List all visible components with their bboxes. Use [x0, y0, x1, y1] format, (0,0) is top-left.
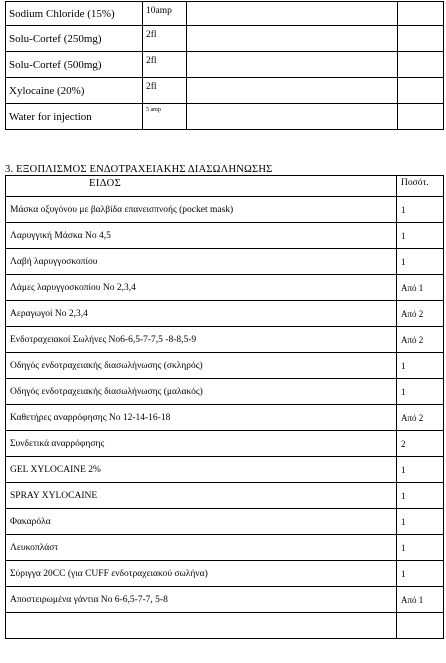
empty-cell: [187, 52, 398, 78]
empty-cell: [6, 613, 397, 639]
table-row: [6, 2, 444, 26]
equipment-table: [5, 175, 444, 639]
equipment-item: Λαβή λαρυγγοσκοπίου: [6, 249, 397, 275]
column-header-amount: Ποσότ.: [397, 176, 444, 197]
equipment-amount: 1: [397, 457, 444, 483]
table-row: [6, 275, 444, 301]
medication-name: Solu-Cortef (250mg): [6, 26, 143, 52]
medication-quantity: 2fl: [143, 52, 187, 78]
equipment-amount: 1: [397, 379, 444, 405]
empty-cell: [187, 104, 398, 130]
table-row: [6, 26, 444, 52]
table-row: [6, 301, 444, 327]
table-row: [6, 78, 444, 104]
table-row: [6, 223, 444, 249]
empty-cell: [398, 2, 444, 26]
equipment-amount: Από 1: [397, 275, 444, 301]
empty-cell: [187, 78, 398, 104]
medication-name: Solu-Cortef (500mg): [6, 52, 143, 78]
table-row: [6, 509, 444, 535]
equipment-amount: Από 2: [397, 405, 444, 431]
equipment-amount: 1: [397, 197, 444, 223]
table-row: [6, 405, 444, 431]
medication-quantity: 5 amp: [143, 104, 187, 130]
empty-cell: [398, 52, 444, 78]
equipment-item: Οδηγός ενδοτραχειακής διασωλήνωσης (μαλακός): [6, 379, 397, 405]
table-row: [6, 431, 444, 457]
table-row: [6, 104, 444, 130]
equipment-amount: 2: [397, 431, 444, 457]
equipment-item: Ενδοτραχειακοί Σωλήνες Νο6-6,5-7-7,5 -8-8,5-9: [6, 327, 397, 353]
equipment-amount: 1: [397, 223, 444, 249]
table-row: [6, 483, 444, 509]
equipment-amount: 1: [397, 561, 444, 587]
equipment-item: Αεραγωγοί Νο 2,3,4: [6, 301, 397, 327]
table-row: [6, 327, 444, 353]
equipment-item: Λευκοπλάστ: [6, 535, 397, 561]
equipment-amount: Από 2: [397, 301, 444, 327]
empty-cell: [398, 26, 444, 52]
equipment-amount: 1: [397, 509, 444, 535]
table-row: [6, 457, 444, 483]
equipment-item: Συνδετικά αναρρόφησης: [6, 431, 397, 457]
medication-quantity: 2fl: [143, 78, 187, 104]
empty-cell: [398, 104, 444, 130]
table-row: [6, 561, 444, 587]
equipment-item: Μάσκα οξυγόνου με βαλβίδα επανεισπνοής (pocket mask): [6, 197, 397, 223]
table-row: [6, 353, 444, 379]
equipment-item: Φακαρόλα: [6, 509, 397, 535]
equipment-amount: 1: [397, 535, 444, 561]
empty-cell: [187, 26, 398, 52]
table-row: [6, 52, 444, 78]
empty-cell: [398, 78, 444, 104]
medication-name: Xylocaine (20%): [6, 78, 143, 104]
table-header-row: [6, 176, 444, 197]
medication-table: [5, 1, 444, 130]
equipment-item: Αποστειρωμένα γάντια Νο 6-6,5-7-7, 5-8: [6, 587, 397, 613]
medication-quantity: 10amp: [143, 2, 187, 26]
table-row: [6, 249, 444, 275]
equipment-amount: 1: [397, 249, 444, 275]
equipment-amount: Από 1: [397, 587, 444, 613]
equipment-amount: 1: [397, 483, 444, 509]
column-header-item: ΕΙΔΟΣ: [6, 176, 397, 197]
empty-table-row: [6, 613, 444, 639]
equipment-item: Λαρυγγική Μάσκα Νο 4,5: [6, 223, 397, 249]
equipment-amount: Από 2: [397, 327, 444, 353]
equipment-item: Λάμες λαρυγγοσκοπίου Νο 2,3,4: [6, 275, 397, 301]
medication-name: Sodium Chloride (15%): [6, 2, 143, 26]
table-row: [6, 379, 444, 405]
equipment-item: Σύριγγα 20CC (για CUFF ενδοτραχειακού σωλήνα): [6, 561, 397, 587]
equipment-amount: 1: [397, 353, 444, 379]
equipment-item: Καθετήρες αναρρόφησης Νο 12-14-16-18: [6, 405, 397, 431]
section-heading: 3. ΕΞΟΠΛΙΣΜΟΣ ΕΝΔΟΤΡΑΧΕΙΑΚΗΣ ΔΙΑΣΩΛΗΝΩΣΗΣ: [5, 164, 273, 175]
medication-quantity: 2fl: [143, 26, 187, 52]
empty-cell: [187, 2, 398, 26]
table-row: [6, 197, 444, 223]
equipment-item: SPRAY XYLOCAINE: [6, 483, 397, 509]
empty-cell: [397, 613, 444, 639]
equipment-item: GEL XYLOCAINE 2%: [6, 457, 397, 483]
equipment-item: Οδηγός ενδοτραχειακής διασωλήνωσης (σκληρός): [6, 353, 397, 379]
table-row: [6, 535, 444, 561]
medication-name: Water for injection: [6, 104, 143, 130]
table-row: [6, 587, 444, 613]
